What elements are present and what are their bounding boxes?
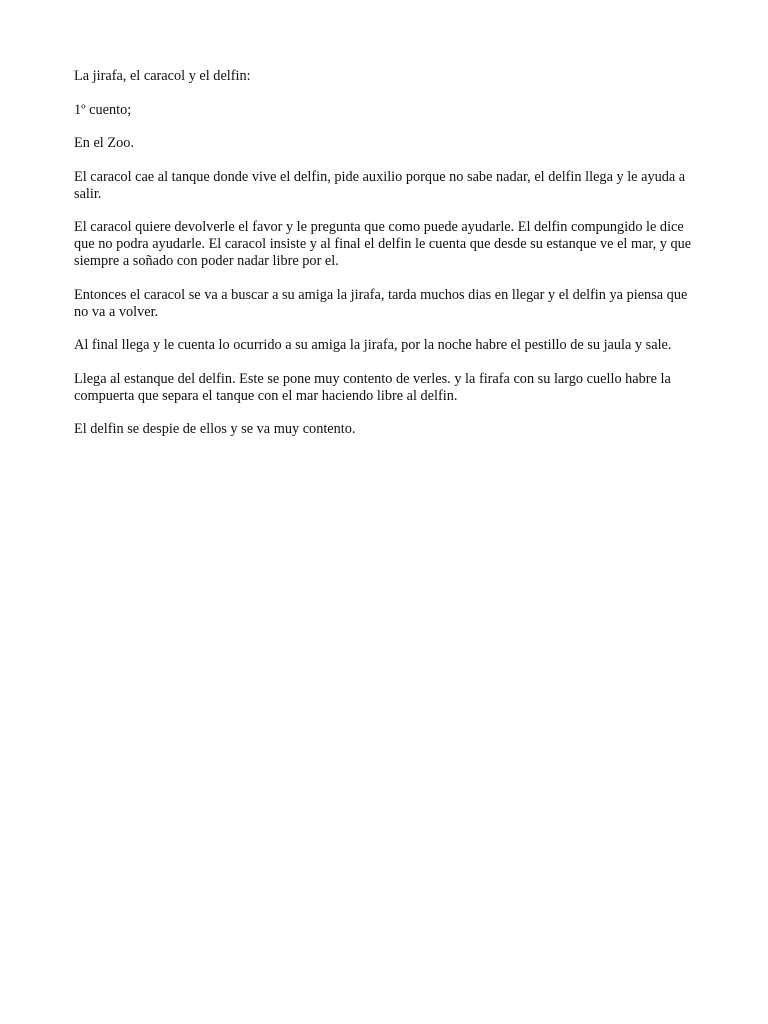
paragraph-1: El caracol cae al tanque donde vive el delfin, pide auxilio porque no sabe nadar, el delfin llega y le ayuda a salir. (74, 168, 686, 202)
paragraph-5: Llega al estanque del delfin. Este se pone muy contento de verles. y la firafa con su largo cuello habre la compuerta que separa el tanque con el mar haciendo libre al delfin. (74, 370, 671, 404)
paragraph-3: Entonces el caracol se va a buscar a su amiga la jirafa, tarda muchos dias en llegar y el delfin ya piensa que no va a volver. (74, 286, 688, 320)
paragraph-2: El caracol quiere devolverle el favor y le pregunta que como puede ayudarle. El delfin compungido le dice que no podra ayudarle. El caracol insiste y al final el delfin le cuenta que desde su estanque ve el mar, y que siempre a soñado con poder nadar libre por el. (74, 219, 692, 269)
document-subtitle: 1º cuento; (74, 101, 132, 118)
document-title: La jirafa, el caracol y el delfin: (74, 68, 251, 84)
paragraph-4: Al final llega y le cuenta lo ocurrido a su amiga la jirafa, por la noche habre el pestillo de su jaula y sale. (74, 337, 672, 353)
document-body (74, 68, 696, 455)
document-section: En el Zoo. (74, 135, 134, 151)
paragraph-6: El delfin se despie de ellos y se va muy contento. (74, 421, 356, 437)
